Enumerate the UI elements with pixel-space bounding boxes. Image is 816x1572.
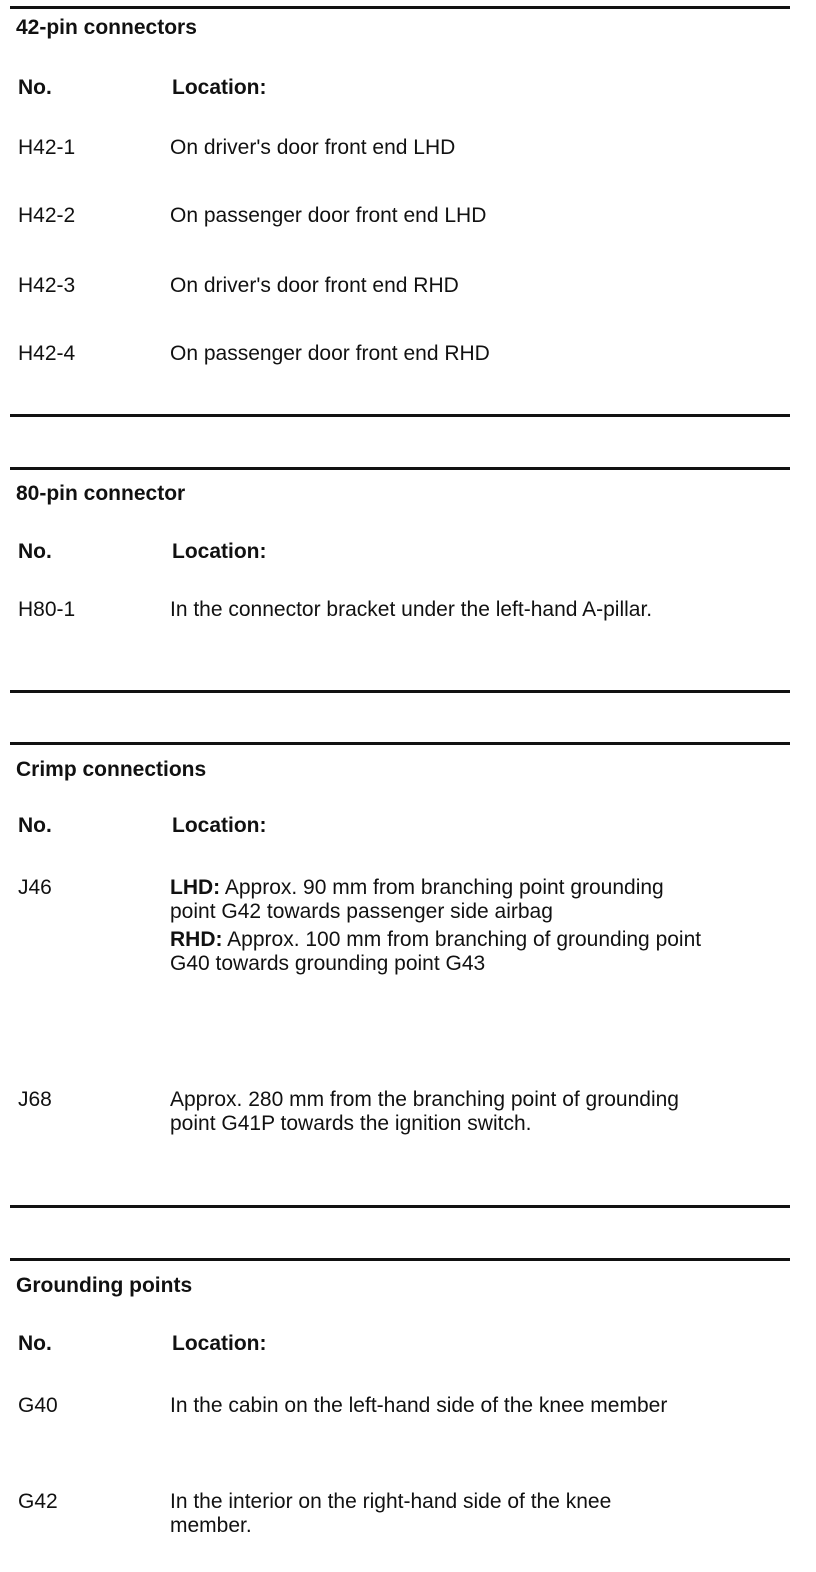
section-bottom-rule	[10, 1205, 790, 1208]
section-title: Grounding points	[16, 1274, 193, 1297]
row-number: G42	[18, 1490, 58, 1513]
section-title: 80-pin connector	[16, 482, 186, 505]
column-header-location: Location:	[172, 1332, 267, 1355]
row-number: H42-1	[18, 136, 76, 159]
lhd-label: LHD:	[170, 876, 221, 899]
rhd-text: Approx. 100 mm from branching of grounding point G40 towards grounding point G43	[170, 928, 702, 975]
row-location: On driver's door front end RHD	[170, 274, 459, 297]
section-bottom-rule	[10, 414, 790, 417]
row-location: In the interior on the right-hand side of the knee member.	[170, 1490, 612, 1537]
lhd-note	[170, 876, 710, 924]
section-title: 42-pin connectors	[16, 16, 197, 39]
row-location: Approx. 280 mm from the branching point of grounding point G41P towards the ignition switch.	[170, 1088, 679, 1135]
column-header-location: Location:	[172, 814, 267, 837]
column-header-no: No.	[18, 814, 52, 837]
row-location: In the connector bracket under the left-hand A-pillar.	[170, 598, 653, 621]
row-number: G40	[18, 1394, 58, 1417]
row-number: H42-3	[18, 274, 76, 297]
row-number: H42-2	[18, 204, 76, 227]
column-header-location: Location:	[172, 540, 267, 563]
row-location	[170, 876, 710, 976]
rhd-note	[170, 928, 710, 976]
row-number: H80-1	[18, 598, 76, 621]
row-location: In the cabin on the left-hand side of the knee member	[170, 1394, 668, 1417]
section-top-rule	[10, 467, 790, 470]
section-title: Crimp connections	[16, 758, 207, 781]
section-bottom-rule	[10, 690, 790, 693]
section-top-rule	[10, 1258, 790, 1261]
column-header-no: No.	[18, 1332, 52, 1355]
row-number: J46	[18, 876, 52, 899]
section-top-rule	[10, 6, 790, 9]
section-top-rule	[10, 742, 790, 745]
row-location: On driver's door front end LHD	[170, 136, 456, 159]
column-header-location: Location:	[172, 76, 267, 99]
column-header-no: No.	[18, 76, 52, 99]
column-header-no: No.	[18, 540, 52, 563]
row-location: On passenger door front end RHD	[170, 342, 490, 365]
rhd-label: RHD:	[170, 928, 223, 951]
row-number: H42-4	[18, 342, 76, 365]
row-location: On passenger door front end LHD	[170, 204, 487, 227]
lhd-text: Approx. 90 mm from branching point grounding point G42 towards passenger side airbag	[170, 876, 664, 923]
row-number: J68	[18, 1088, 52, 1111]
